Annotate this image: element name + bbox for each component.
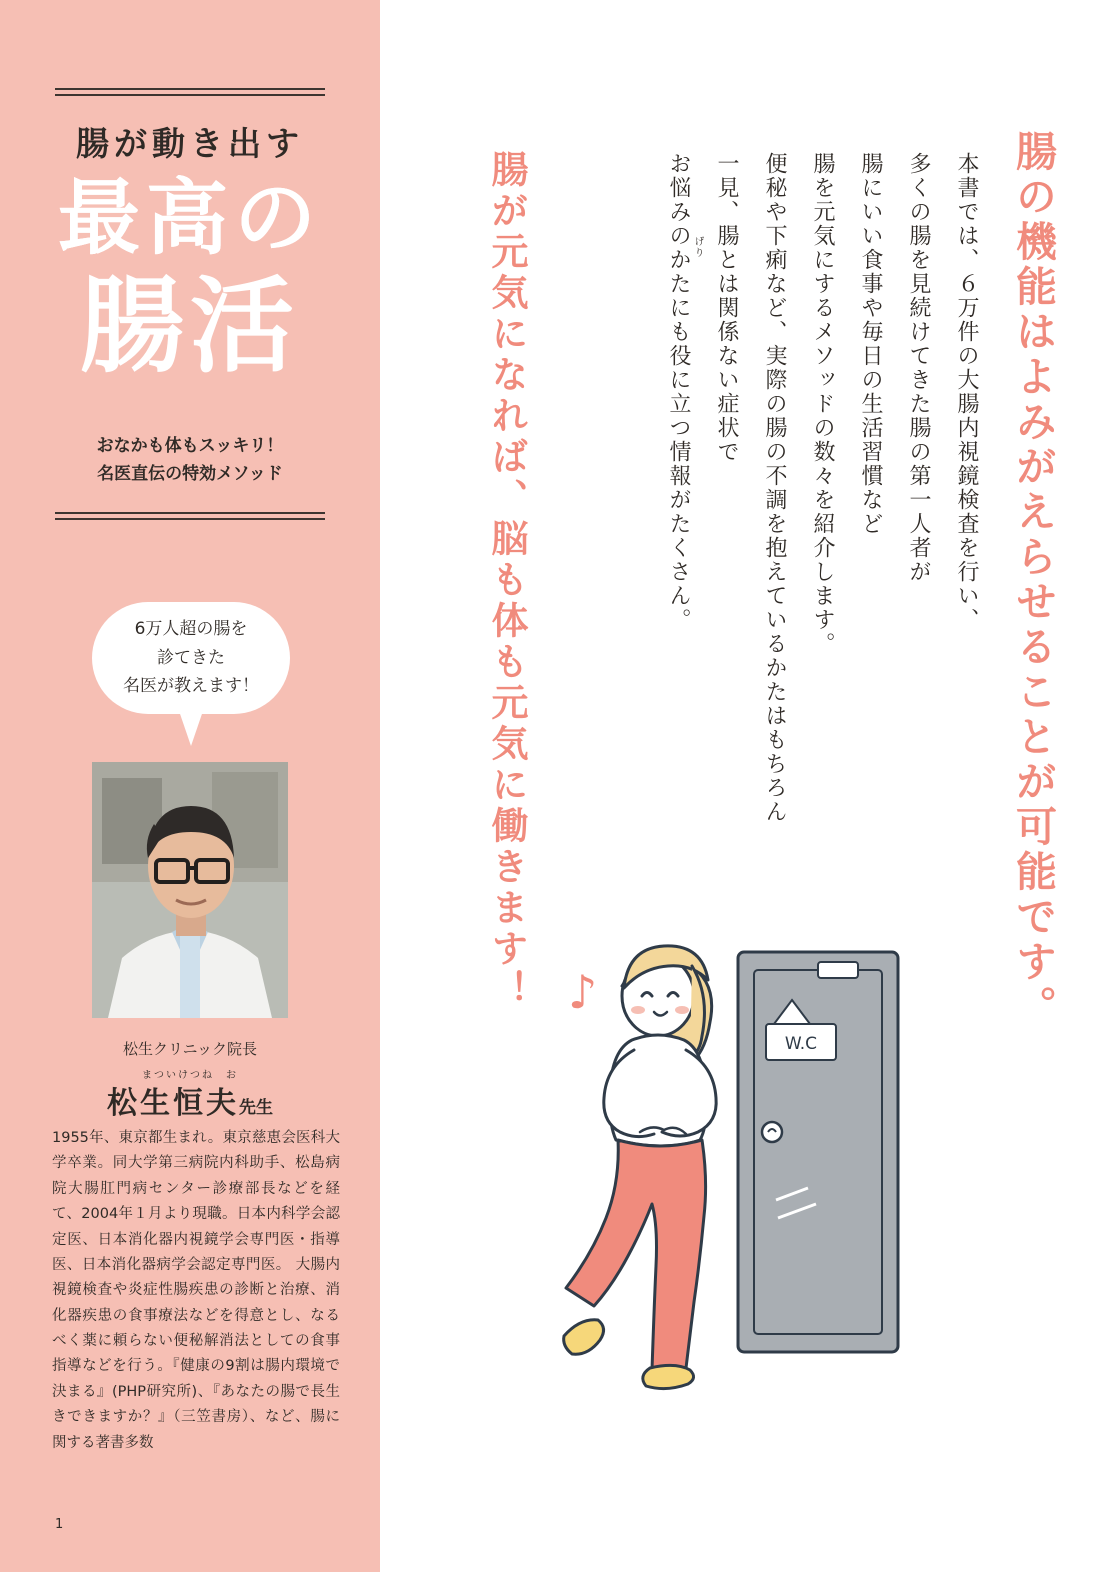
music-note-icon xyxy=(568,965,597,1019)
article-headline: 腸の機能はよみがえらせることが可能です。 xyxy=(1009,130,1057,1030)
doctor-role: 松生クリニック院長 xyxy=(122,1040,258,1058)
speech-bubble-tail xyxy=(178,708,204,746)
illustration-wc-scene xyxy=(540,900,960,1500)
svg-text:♪: ♪ xyxy=(568,965,598,1019)
doctor-bio: 1955年、東京都生まれ。東京慈恵会医科大学卒業。同大学第三病院内科助手、松島病院大腸肛門病センター診療部長などを経て、2004年１月より現職。日本内科学会認定医、日本消化器内視鏡学会専門医・指導医、日本消化器病学会認定専門医。 大腸内視鏡検査や炎症性腸疾患の診断と治療、消化器疾患の食事療法などを得意とし、なるべく薬に頼らない便秘解消法としての食事指導などを行う。『健康の9割は腸内環境で決まる』(PHP研究所)、『あなたの腸で長生きできますか？』（三笠書房）、など、腸に関する著書多数 xyxy=(52,1130,340,1451)
article-column-4: 腸を元気にするメソッドの数々を紹介します。 xyxy=(810,152,835,656)
cover-subtitle-line2: 名医直伝の特効メソッド xyxy=(97,464,283,485)
cover-subtitle-line1: おなかも体もスッキリ！ xyxy=(96,436,284,456)
divider-top xyxy=(55,88,325,96)
article-column-2: 多くの腸を見続けてきた腸の第一人者が xyxy=(906,152,931,584)
wc-door xyxy=(738,952,898,1352)
article-column-1: 本書では、６万件の大腸内視鏡検査を行い、 xyxy=(954,152,979,632)
speech-bubble xyxy=(92,602,290,714)
article-column-6: 一見、腸とは関係ない症状で xyxy=(714,152,739,464)
speech-bubble-line3: 名医が教えます！ xyxy=(123,676,259,697)
doctor-portrait-illustration xyxy=(92,762,288,1018)
doctor-name xyxy=(0,1078,380,1122)
cover-title-big1: 最高の xyxy=(57,171,322,266)
doctor-photo xyxy=(92,762,288,1018)
wc-scene-svg xyxy=(540,900,960,1500)
speech-bubble-line1: 6万人超の腸を xyxy=(134,618,248,639)
cover-title-big2: 腸活 xyxy=(79,265,300,387)
article-closing: 腸が元気になれば、脳も体も元気に働きます！ xyxy=(485,150,528,1011)
page-number: 1 xyxy=(55,1517,64,1532)
divider-bottom xyxy=(55,512,325,520)
ruby-geri: げり xyxy=(692,236,703,258)
speech-bubble-line2: 診てきた xyxy=(157,647,225,668)
cover-subtitle xyxy=(0,432,380,488)
cover-panel xyxy=(0,0,380,1572)
article-column-3: 腸にいい食事や毎日の生活習慣など xyxy=(858,152,883,536)
article-column-7: お悩みのかたにも役に立つ情報がたくさん。 xyxy=(666,152,691,632)
cover-title-line1: 腸が動き出す xyxy=(76,124,304,163)
article-column-5: 便秘や下痢など、実際の腸の不調を抱えているかたはもちろん xyxy=(762,152,787,824)
doctor-name-text: 松生恒夫 xyxy=(107,1086,239,1121)
svg-text:W.C: W.C xyxy=(784,1034,818,1054)
doctor-honorific: 先生 xyxy=(239,1098,273,1118)
doctor-name-ruby: まついけつね お xyxy=(142,1070,238,1081)
